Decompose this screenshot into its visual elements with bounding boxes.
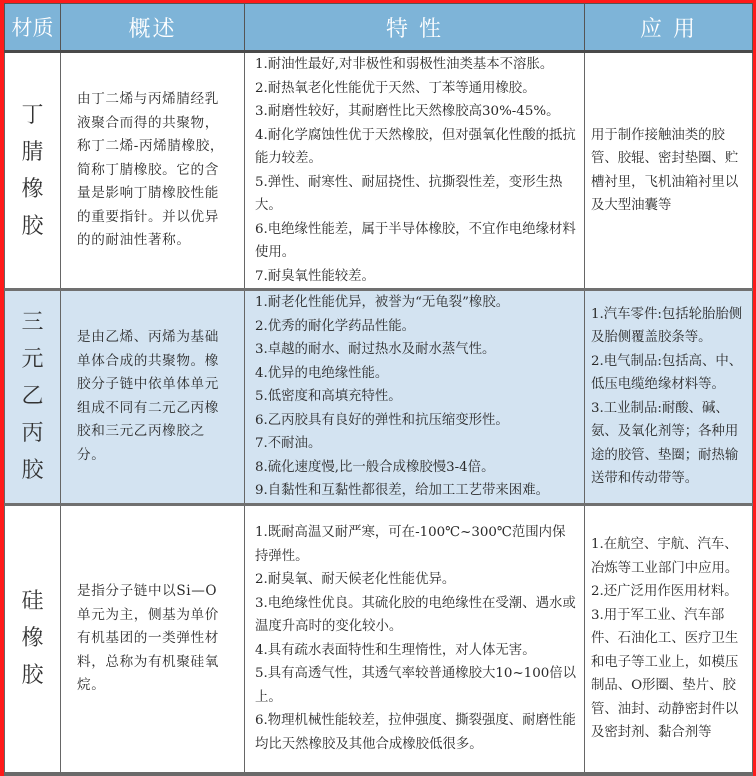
application-item: 2.电气制品:包括高、中、低压电缆绝缘材料等。 <box>591 353 743 393</box>
property-item: 1.耐老化性能优异，被誉为“无龟裂”橡胶。 <box>255 295 510 310</box>
properties-cell <box>245 52 585 290</box>
property-item: 8.硫化速度慢,比一般合成橡胶慢3-4倍。 <box>255 459 495 475</box>
application-item: 3.工业制品:耐酸、碱、氨、及氧化剂等；各种用途的胶管、垫圈；耐热输送带和传动带等。 <box>591 400 739 487</box>
table-row-nitrile-rubber <box>5 52 753 290</box>
application-item: 1.在航空、宇航、汽车、冶炼等工业部门中应用。 <box>591 537 739 576</box>
property-item: 2.耐臭氧、耐天候老化性能优异。 <box>255 572 456 588</box>
table-row-silicone-rubber <box>5 504 753 774</box>
property-item: 6.物理机械性能较差，拉伸强度、撕裂强度、耐磨性能均比天然橡胶及其他合成橡胶低很多。 <box>255 713 576 752</box>
property-item: 1.既耐高温又耐严寒，可在-100℃~300℃范围内保持弹性。 <box>255 525 566 564</box>
material-cell <box>5 52 61 290</box>
material-char: 丁 <box>21 102 44 128</box>
application-item: 2.还广泛用作医用材料。 <box>591 584 738 599</box>
application-item: 3.用于军工业、汽车部件、石油化工、医疗卫生和电子等工业上，如模压制品、O形圈、垫片、胶管、油封、动静密封件以及密封剂、黏合剂等 <box>591 607 739 740</box>
header-overview: 概述 <box>61 4 245 52</box>
material-char: 胶 <box>21 663 44 689</box>
material-char: 硅 <box>21 589 44 615</box>
header-applications: 应 用 <box>585 4 753 52</box>
property-item: 5.低密度和高填充特性。 <box>255 389 402 404</box>
material-char: 腈 <box>21 139 44 165</box>
material-char: 乙 <box>21 384 44 410</box>
property-item: 2.优秀的耐化学药品性能。 <box>255 318 416 334</box>
header-material: 材质 <box>5 4 61 52</box>
rubber-comparison-table-frame <box>4 3 752 753</box>
application-item: 1.汽车零件:包括轮胎胎侧及胎侧覆盖胶条等。 <box>591 306 743 346</box>
property-item: 4.优异的电绝缘性能。 <box>255 365 389 381</box>
material-cell <box>5 290 61 505</box>
material-char: 丙 <box>21 421 44 447</box>
table-row-epdm-rubber <box>5 290 753 505</box>
overview-cell: 由丁二烯与丙烯腈经乳液聚合而得的共聚物，称丁二烯-丙烯腈橡胶，简称丁腈橡胶。它的含量是影响丁腈橡胶性能的重要指针。并以优异的的耐油性著称。 <box>61 52 245 290</box>
rubber-comparison-table <box>4 3 753 776</box>
applications-cell <box>585 504 753 774</box>
property-item: 3.卓越的耐水、耐过热水及耐水蒸气性。 <box>255 342 496 357</box>
property-item: 6.电绝缘性能差，属于半导体橡胶，不宜作电绝缘材料使用。 <box>255 221 576 260</box>
material-char: 胶 <box>21 213 44 239</box>
applications-cell <box>585 290 753 505</box>
application-item: 用于制作接触油类的胶管、胶辊、密封垫圈、贮槽衬里，飞机油箱衬里以及大型油囊等 <box>591 127 739 213</box>
property-item: 7.耐臭氧性能较差。 <box>255 268 375 284</box>
property-item: 3.电绝缘性优良。其硫化胶的电绝缘性在受潮、遇水或温度升高时的变化较小。 <box>255 595 576 635</box>
material-char: 元 <box>21 347 44 373</box>
property-item: 6.乙丙胶具有良好的弹性和抗压缩变形性。 <box>255 412 509 428</box>
properties-cell <box>245 504 585 774</box>
property-item: 5.弹性、耐寒性、耐屈挠性、抗撕裂性差，变形生热大。 <box>255 174 563 213</box>
property-item: 1.耐油性最好,对非极性和弱极性油类基本不溶胀。 <box>255 57 554 72</box>
property-item: 4.具有疏水表面特性和生理惰性，对人体无害。 <box>255 642 536 658</box>
property-item: 2.耐热氧老化性能优于天然、丁苯等通用橡胶。 <box>255 80 536 96</box>
material-char: 橡 <box>21 176 44 202</box>
property-item: 5.具有高透气性，其透气率较普通橡胶大10~100倍以上。 <box>255 666 577 705</box>
properties-cell <box>245 290 585 505</box>
property-item: 3.耐磨性较好，其耐磨性比天然橡胶高30%-45%。 <box>255 104 560 119</box>
material-char: 胶 <box>21 458 44 484</box>
material-cell <box>5 504 61 774</box>
header-row <box>5 4 753 52</box>
overview-cell: 是由乙烯、丙烯为基础单体合成的共聚物。橡胶分子链中依单体单元组成不同有二元乙丙橡胶和三元乙丙橡胶之分。 <box>61 290 245 505</box>
material-char: 三 <box>21 310 44 336</box>
property-item: 9.自黏性和互黏性都很差，给加工工艺带来困难。 <box>255 483 549 498</box>
material-char: 橡 <box>21 626 44 652</box>
applications-cell <box>585 52 753 290</box>
property-item: 7.不耐油。 <box>255 436 322 451</box>
property-item: 4.耐化学腐蚀性优于天然橡胶，但对强氧化性酸的抵抗能力较差。 <box>255 127 576 166</box>
header-properties: 特 性 <box>245 4 585 52</box>
overview-cell: 是指分子链中以Si—O单元为主，侧基为单价有机基团的一类弹性材料，总称为有机聚硅氧烷。 <box>61 504 245 774</box>
